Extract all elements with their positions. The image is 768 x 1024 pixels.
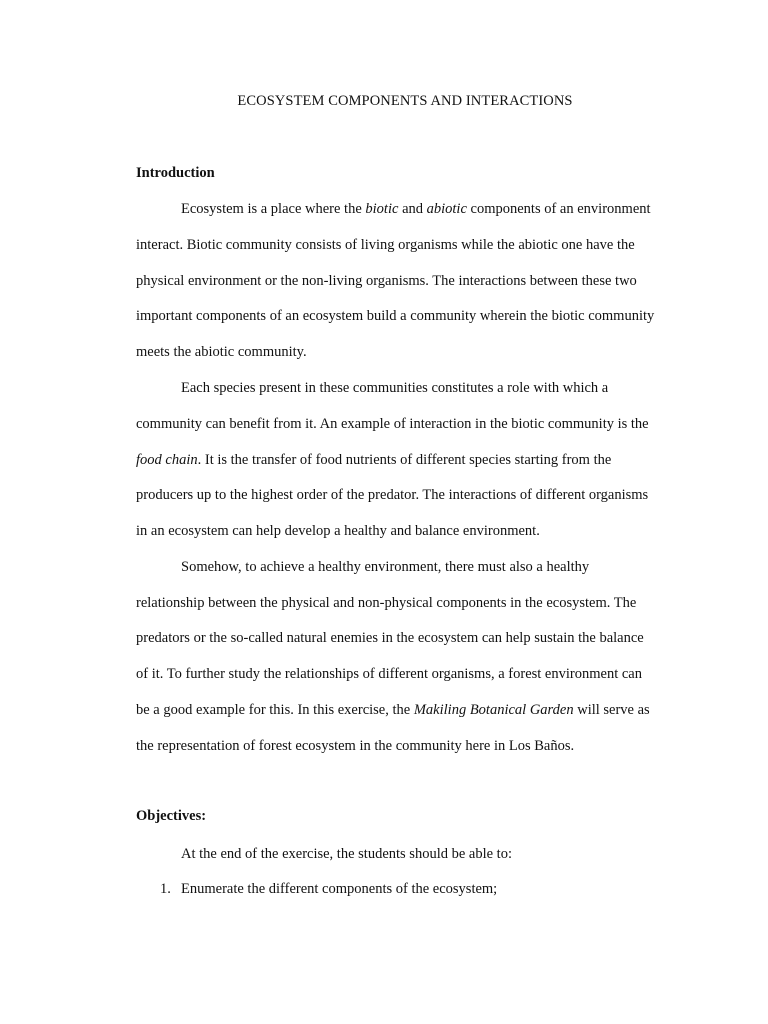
intro-p1-line-1 [181,200,651,218]
italic-term-makiling: Makiling Botanical Garden [413,702,574,718]
intro-p2-line-3 [136,451,611,469]
intro-p2-line-5: in an ecosystem can help develop a healthy and balance environment. [136,523,540,539]
document-title: ECOSYSTEM COMPONENTS AND INTERACTIONS [237,93,573,109]
intro-p1-line-2: interact. Biotic community consists of living organisms while the abiotic one have the [136,237,635,253]
intro-p1-line-5: meets the abiotic community. [136,344,307,360]
italic-term-food-chain: food chain [136,452,198,468]
text-run: . It is the transfer of food nutrients of different species starting from the [197,452,612,468]
intro-p3-line-4: of it. To further study the relationships of different organisms, a forest environment can [136,666,642,682]
text-run: components of an environment [466,201,651,217]
intro-p3-line-6: the representation of forest ecosystem in the community here in Los Baños. [136,738,575,754]
text-run: will serve as [573,702,650,718]
objectives-intro: At the end of the exercise, the students should be able to: [181,846,512,862]
list-item-text: Enumerate the different components of the ecosystem; [181,881,498,897]
list-item-number: 1. [160,881,171,897]
italic-term-abiotic: abiotic [426,201,467,217]
italic-term-biotic: biotic [365,201,399,217]
objectives-heading: Objectives: [136,808,207,824]
intro-p3-line-1: Somehow, to achieve a healthy environment, there must also a healthy [181,559,590,575]
introduction-heading: Introduction [136,165,215,181]
intro-p2-line-2: community can benefit from it. An example of interaction in the biotic community is the [136,416,649,432]
text-run: Ecosystem is a place where the [181,201,366,217]
intro-p3-line-5 [136,701,650,719]
intro-p2-line-4: producers up to the highest order of the predator. The interactions of different organisms [136,487,649,503]
intro-p3-line-3: predators or the so-called natural enemies in the ecosystem can help sustain the balance [136,630,644,646]
intro-p3-line-2: relationship between the physical and non-physical components in the ecosystem. The [136,595,637,611]
intro-p1-line-4: important components of an ecosystem build a community wherein the biotic community [136,308,655,324]
intro-p1-line-3: physical environment or the non-living organisms. The interactions between these two [136,273,637,289]
text-run: be a good example for this. In this exercise, the [136,702,414,718]
text-run: and [398,201,427,217]
intro-p2-line-1: Each species present in these communities constitutes a role with which a [181,380,609,396]
